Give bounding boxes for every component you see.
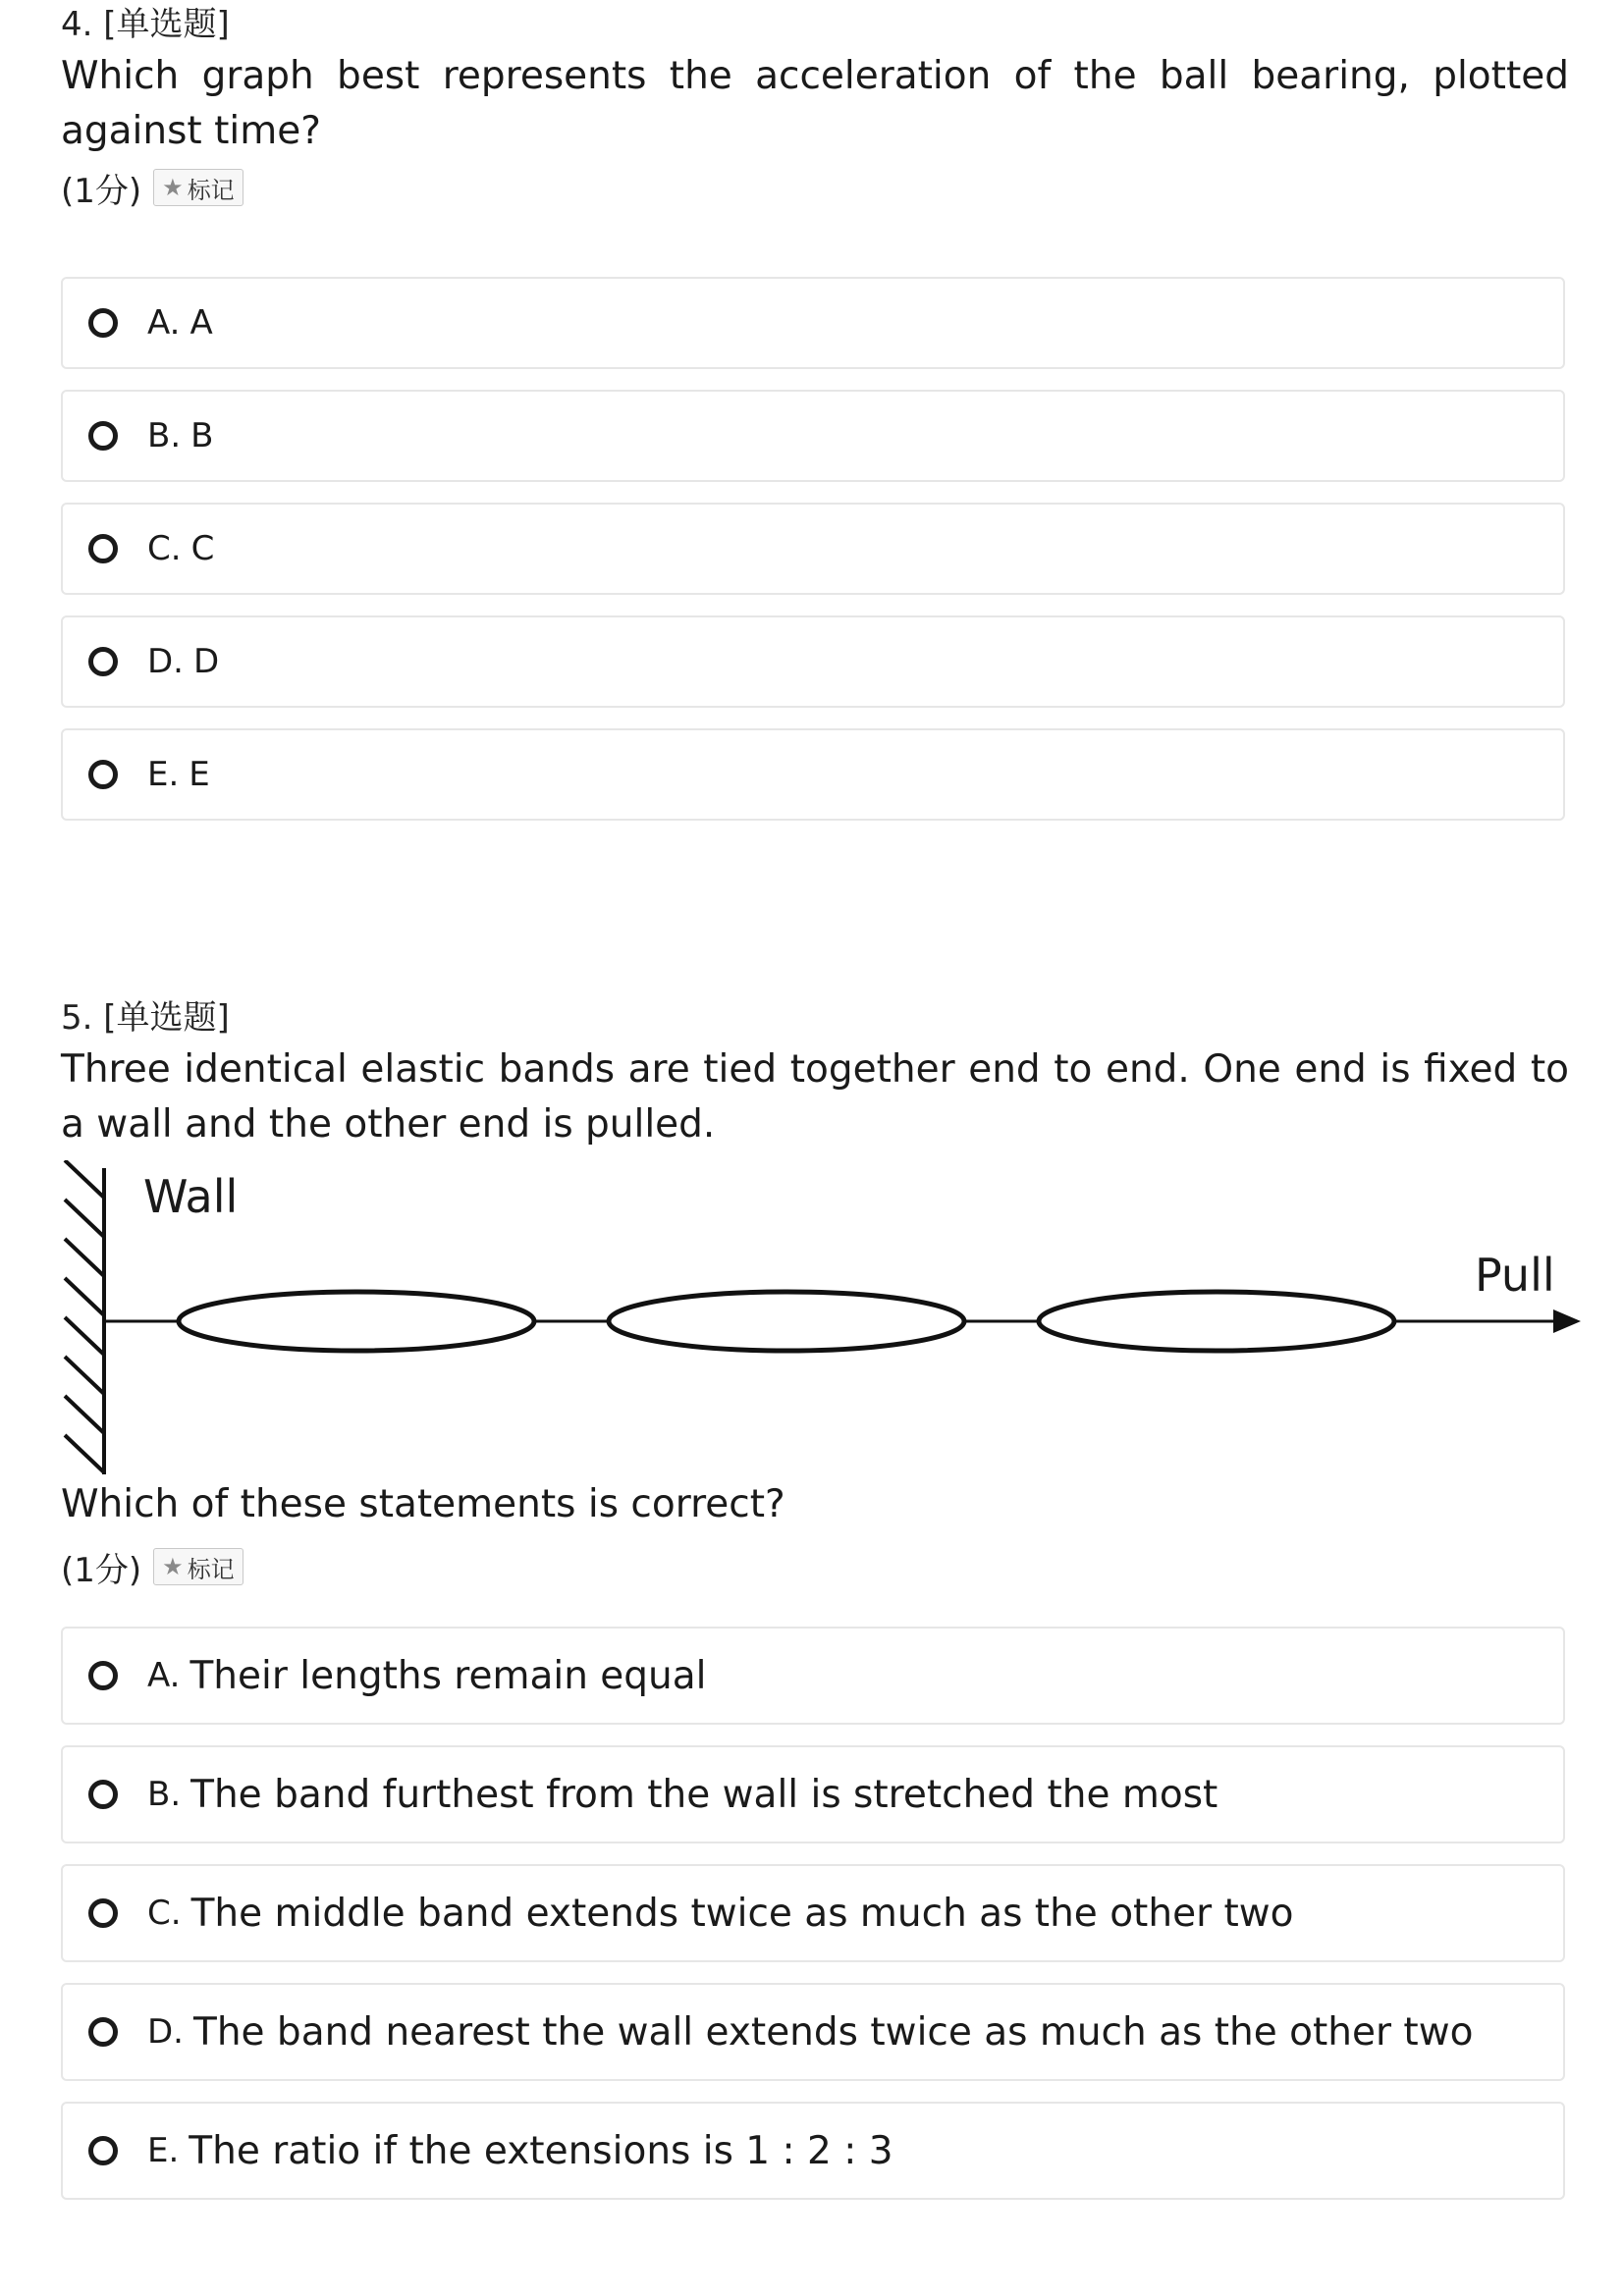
- radio-icon[interactable]: [88, 647, 118, 676]
- option-letter: C.: [147, 1894, 182, 1933]
- radio-icon[interactable]: [88, 760, 118, 789]
- wall-label: Wall: [143, 1170, 239, 1223]
- star-icon: ★: [162, 1553, 184, 1580]
- mark-button[interactable]: [153, 169, 243, 206]
- radio-icon[interactable]: [88, 2017, 118, 2047]
- question-meta: [61, 1538, 243, 1595]
- option-e[interactable]: [61, 728, 1565, 821]
- option-letter: D.: [147, 642, 184, 681]
- question-header: 5. [单选题]: [61, 998, 230, 1038]
- question-meta: [61, 159, 1569, 216]
- option-c[interactable]: [61, 1864, 1565, 1962]
- question-5: [61, 993, 1569, 2173]
- option-text: The band nearest the wall extends twice as much as the other two: [193, 2009, 1474, 2055]
- option-letter: E.: [147, 755, 180, 794]
- mark-button[interactable]: [153, 1548, 243, 1585]
- option-letter: A.: [147, 303, 181, 343]
- elastic-band-1: [179, 1292, 534, 1351]
- question-text: Which graph best represents the acceleration of the ball bearing, plotted against time?: [61, 54, 1569, 153]
- option-d[interactable]: [61, 615, 1565, 708]
- option-b[interactable]: [61, 390, 1565, 482]
- question-text: Three identical elastic bands are tied together end to end. One end is fixed to a wall and the other end is pulled.: [61, 1047, 1569, 1147]
- question-header: 4. [单选题]: [61, 5, 230, 44]
- option-c[interactable]: [61, 503, 1565, 595]
- question-4: [61, 0, 1569, 794]
- star-icon: ★: [162, 174, 184, 201]
- option-text: C: [190, 529, 215, 568]
- mark-label: 标记: [187, 1555, 235, 1583]
- option-letter: B.: [147, 416, 182, 455]
- elastic-bands-figure: [61, 1160, 1612, 1484]
- elastic-band-3: [1039, 1292, 1394, 1351]
- option-letter: A.: [147, 1656, 181, 1695]
- option-text: B: [190, 416, 214, 455]
- wall-hatching: [65, 1160, 104, 1472]
- option-text: A: [189, 303, 213, 343]
- option-e[interactable]: [61, 2102, 1565, 2200]
- option-text: E: [189, 755, 210, 794]
- option-d[interactable]: [61, 1983, 1565, 2081]
- elastic-band-2: [609, 1292, 964, 1351]
- option-text: D: [193, 642, 220, 681]
- option-a[interactable]: [61, 1627, 1565, 1725]
- option-text: The ratio if the extensions is 1 : 2 : 3: [189, 2128, 893, 2173]
- mark-label: 标记: [187, 176, 235, 204]
- radio-icon[interactable]: [88, 1898, 118, 1928]
- option-text: The band furthest from the wall is stretched the most: [190, 1772, 1218, 1817]
- option-b[interactable]: [61, 1745, 1565, 1843]
- question-prompt: Which of these statements is correct?: [61, 1482, 785, 1526]
- option-letter: B.: [147, 1775, 182, 1814]
- score-label: (1分): [61, 171, 142, 211]
- radio-icon[interactable]: [88, 1780, 118, 1809]
- radio-icon[interactable]: [88, 421, 118, 451]
- pull-arrow-icon: [1553, 1309, 1581, 1333]
- option-letter: C.: [147, 529, 182, 568]
- score-label: (1分): [61, 1550, 142, 1590]
- option-letter: E.: [147, 2131, 180, 2170]
- option-text: The middle band extends twice as much as the other two: [190, 1891, 1294, 1936]
- radio-icon[interactable]: [88, 308, 118, 338]
- option-a[interactable]: [61, 277, 1565, 369]
- radio-icon[interactable]: [88, 2136, 118, 2165]
- radio-icon[interactable]: [88, 534, 118, 563]
- option-letter: D.: [147, 2012, 184, 2052]
- option-text: Their lengths remain equal: [189, 1653, 707, 1698]
- radio-icon[interactable]: [88, 1661, 118, 1690]
- pull-label: Pull: [1475, 1249, 1555, 1302]
